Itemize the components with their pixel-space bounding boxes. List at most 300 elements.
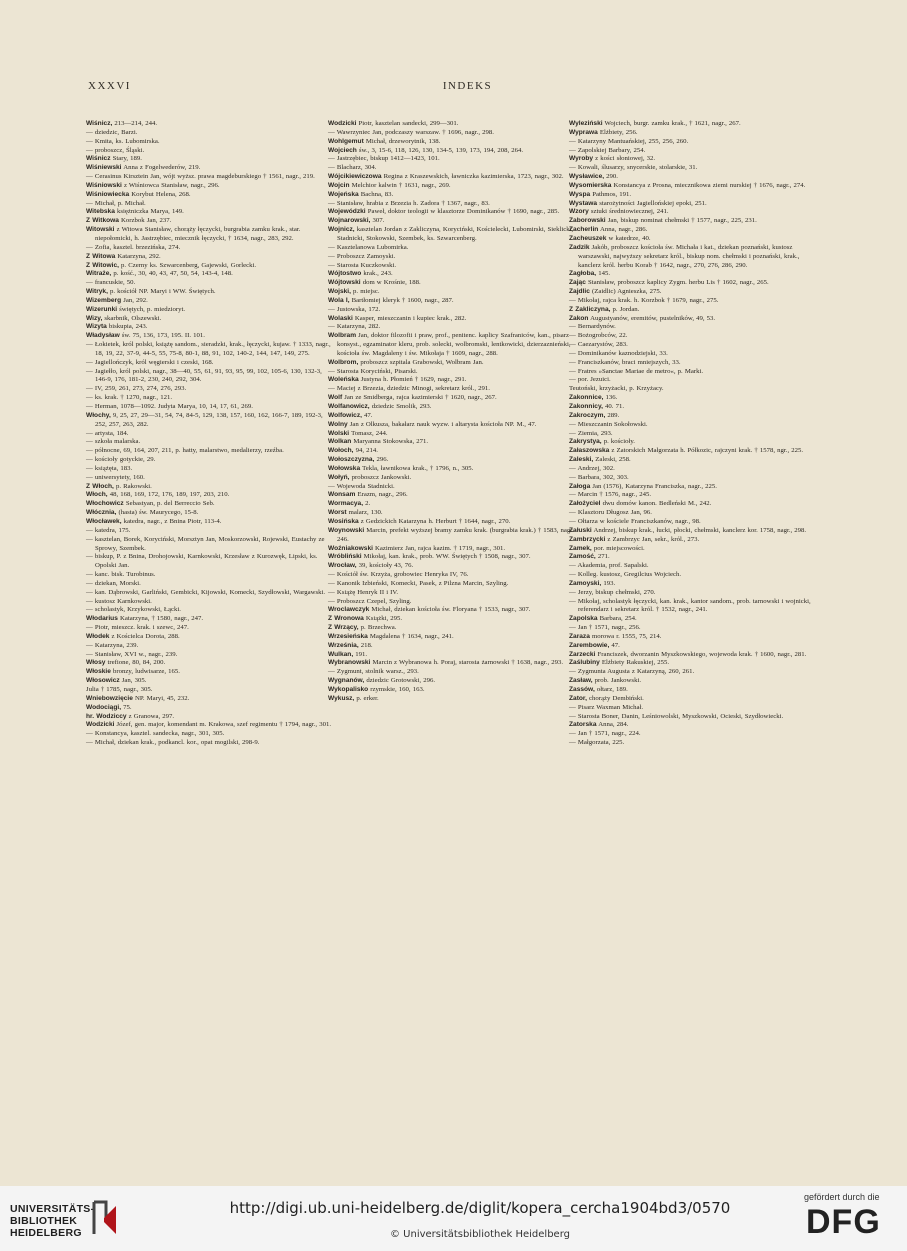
entry-text: — Zygmunt, stolnik warsz., 293. — [328, 668, 419, 676]
entry-headword: Wojski, — [328, 288, 351, 296]
index-entry — [328, 677, 578, 686]
entry-text: Franciszek, dworzanin Myszkowskiego, wojewoda krak. † 1600, nagr., 281. — [595, 650, 807, 658]
entry-text: — dziedzic, Barzi. — [86, 128, 138, 136]
entry-headword: Wojnarowski, — [328, 217, 371, 225]
entry-text: Jan, 305. — [119, 677, 147, 685]
index-entry — [328, 598, 578, 607]
entry-text: Sebastyan, p. del Berreccio Seb. — [123, 500, 215, 508]
entry-headword: Zapolska — [569, 615, 598, 623]
index-entry — [86, 244, 336, 253]
entry-text: 218. — [358, 641, 373, 649]
index-entry — [86, 208, 336, 217]
index-entry — [86, 226, 336, 244]
entry-text: 271. — [595, 553, 610, 561]
entry-text: katedra, nagr., z Bnina Piotr, 113-4. — [121, 517, 222, 525]
page-number: XXXVI — [88, 80, 131, 92]
entry-text: Konstancya z Prosna, miecznikowa ziemi nurskiej † 1676, nagr., 274. — [611, 181, 806, 189]
entry-text: Marcin z Wybranowa h. Poraj, starosta żarnowski † 1638, nagr., 293. — [370, 659, 564, 667]
entry-text: 47. — [609, 641, 620, 649]
index-entry — [86, 615, 336, 624]
index-entry — [328, 447, 578, 456]
entry-text: — ks. krak. † 1270, nagr., 121. — [86, 394, 173, 402]
entry-text: 9, 25, 27, 29—31, 54, 74, 84-5, 129, 138, 157, 160, 162, 166-7, 189, 192-3, 252, 257, 263, 282. — [95, 411, 323, 428]
entry-headword: Wolaski — [328, 314, 353, 322]
entry-headword: Włochy, — [86, 411, 111, 419]
index-entry — [86, 624, 336, 633]
entry-text: p. kościół NP. Maryi i WW. Świętych. — [107, 288, 216, 296]
entry-text: — Franciszkanów, braci mniejszych, 33. — [569, 358, 681, 366]
entry-text: p. Czerny ks. Szwarcenberg, Gajewski, Gorlecki. — [118, 261, 257, 269]
index-entry — [328, 412, 578, 421]
entry-headword: Wiśnicz, — [86, 120, 113, 127]
entry-text: z Zatorskich Małgorzata h. Półkozic, rajczyni krak. † 1578, ngr., 225. — [609, 447, 804, 455]
index-entry — [86, 288, 336, 297]
index-entry — [328, 385, 578, 394]
entry-headword: Zaraza — [569, 632, 590, 640]
index-entry — [569, 323, 819, 332]
entry-headword: Wójtostwo — [328, 270, 362, 278]
index-entry — [569, 730, 819, 739]
entry-text: — Starosta Koryciński, Pisarski. — [328, 367, 418, 375]
entry-text: — Dominikanów kaznodziejski, 33. — [569, 349, 668, 357]
entry-headword: Zakroczym, — [569, 411, 606, 419]
index-entry — [328, 606, 578, 615]
entry-headword: Wyspa — [569, 190, 591, 198]
entry-headword: Wiśniewski — [86, 164, 122, 172]
entry-text: Anna, nagr., 286. — [598, 226, 648, 234]
entry-text: 94, 214. — [353, 447, 378, 455]
entry-text: z Granowa, 297. — [126, 712, 175, 720]
index-entry — [569, 191, 819, 200]
university-library-logo-icon — [90, 1198, 120, 1238]
entry-text: Stary, 189. — [110, 155, 142, 163]
entry-text: — uniwersytety, 160. — [86, 473, 145, 481]
entry-headword: Zamoyski, — [569, 579, 602, 587]
entry-headword: Wizy, — [86, 314, 103, 322]
index-entry — [569, 279, 819, 288]
entry-headword: Z Witkowa — [86, 217, 119, 225]
index-entry — [328, 500, 578, 509]
index-entry — [86, 447, 336, 456]
entry-headword: Witowski — [86, 226, 115, 234]
entry-text: Jan, biskup nominat chełmski † 1577, nagr., 225, 231. — [605, 217, 757, 225]
entry-text: — kościoły gotyckie, 29. — [86, 456, 156, 464]
index-entry — [569, 129, 819, 138]
entry-text: — Bernardynów. — [569, 323, 616, 331]
index-entry — [86, 456, 336, 465]
index-entry — [328, 509, 578, 518]
index-entry — [569, 421, 819, 430]
index-entry — [569, 553, 819, 562]
entry-text: 39, kościoły 43, 76. — [356, 562, 414, 570]
entry-text: Michał, dziekan kościoła św. Floryana † 1533, nagr., 307. — [369, 606, 531, 614]
entry-text: Korzbok Jan, 237. — [118, 217, 172, 225]
entry-text: trefione, 80, 84, 200. — [105, 659, 166, 667]
entry-text: 296. — [374, 456, 389, 464]
index-entry — [569, 509, 819, 518]
index-entry — [328, 368, 578, 377]
entry-text: 307. — [370, 217, 385, 225]
index-entry — [86, 138, 336, 147]
index-entry — [569, 500, 819, 509]
index-entry — [569, 686, 819, 695]
entry-headword: Wołyń, — [328, 473, 350, 481]
entry-text: — Caezarystów, 283. — [569, 341, 628, 349]
entry-text: — Kościół św. Krzyża, grobowiec Henryka IV, 76. — [328, 571, 469, 579]
entry-headword: Wołowska — [328, 464, 361, 472]
library-name[interactable]: UNIVERSITÄTS- BIBLIOTHEK HEIDELBERG — [10, 1203, 95, 1239]
entry-text: — kan. Dąbrowski, Garliński, Gembicki, Kijowski, Komecki, Szydłowski, Wargawski. — [86, 588, 326, 596]
entry-text: — północne, 69, 164, 207, 211, p. hatty, malarstwo, medalierzy, rzeźba. — [86, 447, 284, 455]
index-entry — [328, 668, 578, 677]
index-entry — [328, 456, 578, 465]
index-entry — [86, 580, 336, 589]
index-entry — [86, 730, 336, 739]
entry-text: — kustosz Karnkowski. — [86, 597, 152, 605]
index-entry — [328, 164, 578, 173]
entry-headword: Z Wrzący, — [328, 624, 359, 632]
entry-text: — Konstancya, kasztel. sandecka, nagr., 301, 305. — [86, 730, 225, 738]
entry-text: 40. 71. — [602, 403, 625, 410]
entry-text: Paweł, doktor teologii w klasztorze Dominikanów † 1690, nagr., 285. — [365, 208, 560, 216]
entry-headword: Włochowicz — [86, 500, 124, 508]
entry-headword: Zacheuszek — [569, 234, 607, 242]
index-entry — [86, 164, 336, 173]
index-entry — [86, 633, 336, 642]
entry-text: — Łokietek, król polski, książę sandom., sieradzki, krak., łęczycki, kujaw. † 1333, nagr., 18, 19, 22, 37-9, 44-5, 55, 75-8, 80-1, 88, 91, 102, 140-2, 144, 147, 149, 275. — [86, 341, 331, 357]
entry-text: — Książę Henryk II i IV. — [328, 588, 399, 596]
entry-headword: Zatorska — [569, 721, 597, 729]
entry-headword: Włócznia, — [86, 509, 117, 517]
index-entry — [328, 651, 578, 660]
entry-text: por. miejscowości. — [591, 544, 645, 552]
entry-headword: Wodzicki — [328, 120, 357, 127]
entry-text: Jan, doktor filozofii i praw, prof., penitenc. kaplicy Szafraniców, kan., pisarz konsyst., egzaminator kleru, prob. solecki, wolbromski, lentkowicki, dzierzaznieński, kościoła św. Magdaleny i św. Mikołaja † 1609, nagr., 288. — [337, 332, 571, 357]
index-entry — [328, 182, 578, 191]
entry-headword: Zamość, — [569, 553, 596, 561]
index-entry — [86, 403, 336, 412]
entry-text: — Starosta Boner, Danin, Leśniowolski, Myszkowski, Ocieski, Szydłowiecki. — [569, 712, 784, 720]
entry-text: p. Rakowski. — [113, 482, 152, 490]
entry-text: — kanc. bisk. Turobinus. — [86, 571, 156, 579]
entry-text: — Piotr, mieszcz. krak. i szewc, 247. — [86, 624, 189, 632]
index-entry — [328, 323, 578, 332]
entry-text: — Wojewoda Stadnicki. — [328, 482, 395, 490]
entry-text: 136. — [603, 394, 618, 402]
entry-text: 193. — [601, 579, 616, 587]
entry-headword: Wysławice, — [569, 173, 605, 181]
entry-headword: Wolfanowicz, — [328, 403, 370, 410]
index-entry — [569, 270, 819, 279]
entry-headword: Zassów, — [569, 686, 595, 693]
entry-headword: Witebska — [86, 208, 115, 216]
entry-text: — Proboszcz Czepel, Szyling. — [328, 597, 412, 605]
entry-text: św., 3, 15-6, 118, 126, 130, 134-5, 139, 173, 194, 208, 264. — [356, 146, 524, 154]
entry-text: p. kościoły. — [601, 438, 635, 446]
index-entry — [86, 385, 336, 394]
index-entry — [569, 315, 819, 324]
entry-text: Katarzyna, † 1580, nagr., 247. — [117, 615, 204, 623]
entry-headword: Zakonnicy, — [569, 403, 603, 410]
index-entry — [86, 598, 336, 607]
funding-label: gefördert durch die — [804, 1192, 880, 1202]
entry-headword: Woynowski — [328, 526, 365, 534]
entry-text: — szkoła malarska. — [86, 438, 141, 446]
entry-text: Magdalena † 1634, nagr., 241. — [367, 632, 454, 640]
index-entry — [86, 191, 336, 200]
entry-headword: Wygnanów, — [328, 677, 365, 685]
entry-headword: Z Witowic, — [86, 261, 119, 269]
entry-headword: Zator, — [569, 694, 587, 702]
index-entry — [86, 200, 336, 209]
entry-text: w katedrze, 40. — [606, 234, 651, 242]
entry-text: — Kowali, ślusarzy, snycerskie, stolarskie, 31. — [569, 164, 698, 172]
index-entry — [86, 491, 336, 500]
entry-text: — francuskie, 50. — [86, 279, 136, 287]
entry-text: p. erker. — [354, 694, 379, 702]
entry-text: Mikołaj, kan. krak., prob. WW. Świętych † 1508, nagr., 307. — [361, 553, 531, 561]
entry-text: — proboszcz, Śląski. — [86, 146, 145, 154]
entry-text: z Witowa Stanisław, chorąży łęczycki, burgrabia zamku krak., star. niepołomicki, h. Jastrzębiec, miecznik łęczycki, † 1634, nagr., 283, 292. — [95, 226, 301, 242]
entry-text: — Maciej z Brzezia, dziedzic Minogi, sekretarz król., 291. — [328, 385, 490, 393]
index-entry — [328, 217, 578, 226]
entry-headword: Zaborowski — [569, 217, 606, 225]
entry-text: — Pisarz Waxman Michał. — [569, 703, 644, 711]
entry-headword: Zaślubiny — [569, 659, 600, 667]
index-entry — [569, 376, 819, 385]
index-entry — [569, 474, 819, 483]
entry-text: — Mieszczanin Sokołowski. — [569, 420, 648, 428]
index-entry — [569, 580, 819, 589]
entry-text: Anna z Fogelwederów, 219. — [121, 164, 201, 172]
index-entry — [328, 129, 578, 138]
index-entry — [86, 677, 336, 686]
entry-headword: Wojeńska — [328, 190, 359, 198]
index-entry — [328, 633, 578, 642]
index-entry — [569, 527, 819, 536]
entry-text: — Akademia, prof. Sapalski. — [569, 562, 649, 570]
index-entry — [86, 332, 336, 341]
entry-headword: Wniebowzięcie — [86, 694, 133, 702]
index-entry — [86, 438, 336, 447]
index-entry — [569, 182, 819, 191]
entry-text: Elżbiety, 256. — [597, 128, 638, 136]
entry-text: — Herman, 1078—1092. Judyta Marya, 10, 14, 17, 61, 269. — [86, 403, 253, 410]
entry-text: — Jagiellończyk, król węgierski i czeski, 168. — [86, 358, 214, 366]
entry-headword: Zając — [569, 279, 586, 287]
entry-text: Michał, drzeworytnik, 138. — [363, 137, 441, 145]
entry-headword: Zakrystya, — [569, 438, 602, 446]
entry-text: Tomasz, 244. — [349, 429, 388, 437]
index-entry — [86, 474, 336, 483]
entry-headword: Wizemberg — [86, 296, 122, 304]
entry-text: — Jastrzębiec, biskup 1412—1423, 101. — [328, 155, 440, 163]
dfg-logo[interactable]: DFG — [806, 1203, 881, 1241]
entry-headword: Zakonnice, — [569, 394, 604, 402]
entry-text: — Ziemia, 293. — [569, 429, 613, 437]
page-header — [88, 80, 847, 96]
entry-text: — biskup, P. z Bnina, Drohojowski, Karnkowski, Krzesław z Kurozwęk, Lipski, ks. Opolski Jan. — [86, 553, 318, 570]
entry-headword: Wystawa — [569, 199, 598, 207]
entry-text: p. miejsc. — [350, 288, 380, 296]
entry-text: — Bożogrobców, 22. — [569, 332, 628, 340]
entry-headword: Wroclawczyk — [328, 606, 370, 614]
index-entry — [328, 244, 578, 253]
entry-headword: Wolfowicz, — [328, 411, 362, 419]
entry-text: z Kościelca Dorota, 288. — [109, 632, 180, 640]
index-entry — [569, 297, 819, 306]
index-entry — [328, 421, 578, 430]
entry-headword: Wójcikiewiczowa — [328, 173, 382, 181]
entry-headword: Wojciech — [328, 146, 357, 154]
index-entry — [328, 155, 578, 164]
index-entry — [328, 270, 578, 279]
entry-headword: Zacherlin — [569, 226, 599, 234]
index-entry — [86, 668, 336, 677]
index-entry — [569, 545, 819, 554]
entry-text: — Małgorzata, 225. — [569, 739, 625, 747]
index-entry — [328, 571, 578, 580]
entry-headword: Zakon — [569, 314, 589, 322]
index-entry — [328, 659, 578, 668]
entry-headword: Wrzesieńska — [328, 632, 368, 640]
entry-headword: Zambrzycki — [569, 535, 606, 543]
entry-text: — Jan † 1571, nagr., 224. — [569, 730, 641, 738]
entry-text: — por. Jezuici. — [569, 376, 611, 384]
entry-text: — Jagiełło, król polski, nagr., 38—40, 55, 61, 91, 93, 95, 99, 102, 105-6, 130, 132-3, 146-9, 176, 181-2, 230, 240, 292, 304. — [86, 367, 322, 384]
index-entry — [328, 120, 578, 129]
entry-text: 290. — [604, 173, 618, 181]
entry-text: kasztelan Jordan z Zakliczyna, Koryciński, Kościelecki, Lubomirski, Sieklicki, Stadnicki, Stokowski, Szembek, ks. Szwarcenberg. — [337, 226, 574, 242]
entry-text: — Kolleg. kustosz, Gregilcius Wojciech. — [569, 571, 682, 579]
index-entry — [86, 500, 336, 509]
entry-text: proboszcz szpitala Grabowski, Wolbram Jan. — [358, 358, 484, 366]
entry-text: Elżbiety Rakuskiej, 255. — [599, 659, 670, 667]
entry-headword: Z Wronowa — [328, 615, 364, 623]
index-entry — [328, 394, 578, 403]
entry-text: — artysta, 184. — [86, 429, 129, 437]
entry-text: Jan (1576), Katarzyna Franciszka, nagr., 225. — [590, 482, 717, 490]
index-entry — [328, 465, 578, 474]
entry-headword: Wójtowski — [328, 279, 361, 287]
entry-headword: Wormacya, — [328, 500, 364, 508]
entry-headword: Woźniakowski — [328, 544, 373, 552]
entry-text: — Klasztoru Długosz Jan, 96. — [569, 509, 652, 517]
entry-text: — Katarzyna, 282. — [328, 323, 381, 331]
index-entry — [569, 713, 819, 722]
entry-text: — Kmita, ks. Lubomirska. — [86, 137, 160, 145]
index-entry — [569, 359, 819, 368]
index-entry — [86, 341, 336, 359]
entry-text: z Wiśniowca Stanisław, nagr., 296. — [121, 181, 220, 189]
index-entry — [86, 589, 336, 598]
index-entry — [86, 182, 336, 191]
entry-headword: Wulkan, — [328, 650, 354, 658]
entry-headword: Z Witowa — [86, 252, 116, 260]
document-url-link[interactable]: http://digi.ub.uni-heidelberg.de/diglit/kopera_cercha1904bd3/0570 — [229, 1199, 731, 1217]
entry-headword: Wolf — [328, 394, 343, 402]
entry-text: bronzy, ludwisarze, 165. — [110, 668, 180, 676]
index-entry — [86, 412, 336, 430]
index-entry — [86, 262, 336, 271]
index-entry — [86, 483, 336, 492]
index-entry — [328, 527, 578, 545]
entry-headword: Wosińska — [328, 517, 359, 525]
entry-headword: Wizyta — [86, 323, 107, 331]
index-entry — [569, 394, 819, 403]
page-title: INDEKS — [442, 80, 493, 92]
entry-text: — Stanisław, XVI w., nagr., 239. — [86, 650, 178, 658]
index-entry — [86, 553, 336, 571]
entry-text: skarbnik, Olszewski. — [102, 314, 162, 322]
index-entry — [569, 739, 819, 748]
entry-text: Julia † 1785, nagr., 305. — [86, 686, 153, 693]
entry-text: Marcin, prefekt wyższej bramy zamku krak. (burgrabia krak.) † 1583, nagr. 246. — [337, 526, 574, 543]
index-entry — [328, 686, 578, 695]
entry-headword: Zamek, — [569, 544, 592, 552]
entry-headword: Wodzicki — [86, 721, 115, 729]
index-entry — [569, 155, 819, 164]
index-entry — [86, 686, 336, 695]
entry-text: 2. — [363, 500, 371, 508]
entry-headword: Zarembowie, — [569, 641, 610, 649]
entry-text: — Katarzyny Mantuańskiej, 255, 256, 260. — [569, 137, 689, 145]
entry-headword: Wodociągi, — [86, 703, 122, 711]
entry-headword: Wykopalisko — [328, 686, 369, 693]
index-entry — [569, 562, 819, 571]
entry-text: Melchior kalwin † 1631, nagr., 269. — [349, 181, 451, 189]
entry-headword: Wojnicz, — [328, 226, 355, 234]
index-entry — [328, 438, 578, 447]
entry-headword: Zarzecki — [569, 650, 596, 658]
index-entry — [86, 323, 336, 332]
index-entry — [86, 518, 336, 527]
entry-headword: Włosy — [86, 659, 106, 667]
index-entry — [328, 138, 578, 147]
entry-headword: Wonsam — [328, 491, 356, 499]
entry-text: dziedzic Grotowski, 296. — [364, 677, 436, 685]
index-entry — [569, 589, 819, 598]
entry-text: 75. — [121, 703, 132, 711]
entry-headword: Wróbliński — [328, 553, 362, 561]
entry-headword: Wiśniowiecka — [86, 190, 130, 198]
entry-text: p. kość., 30, 40, 43, 47, 50, 54, 143-4, 148. — [111, 270, 233, 278]
index-entry — [86, 465, 336, 474]
entry-text: — Andrzej, 302. — [569, 464, 615, 472]
index-entry — [86, 173, 336, 182]
entry-text: — katedra, 175. — [86, 526, 131, 534]
index-entry — [569, 244, 819, 271]
entry-text: 191. — [353, 650, 368, 658]
entry-headword: Zadzik — [569, 243, 590, 251]
index-entry — [328, 376, 578, 385]
entry-text: Augustyanów, eremitów, pustelników, 49, 53. — [588, 314, 716, 322]
index-entry — [569, 350, 819, 359]
entry-text: p. Brzechwa. — [358, 624, 397, 632]
entry-text: rzymskie, 160, 163. — [368, 686, 425, 693]
index-entry — [328, 624, 578, 633]
entry-text: Maryanna Stokowska, 271. — [351, 438, 429, 446]
index-entry — [86, 315, 336, 324]
entry-text: 213—214, 244. — [112, 120, 158, 127]
index-entry — [328, 642, 578, 651]
entry-text: Kazimierz Jan, rajca kazim. † 1719, nagr., 301. — [372, 544, 506, 552]
index-column-3 — [569, 120, 819, 748]
index-entry — [86, 306, 336, 315]
entry-text: — Mikołaj, scholastyk łęczycki, kan. krak., kantor sandom., prob. tarnowski i wojnicki, referendarz i sekretarz król. † 1532, nagr., 241. — [569, 597, 811, 614]
index-entry — [569, 306, 819, 315]
entry-text: sztuki średniowiecznej, 241. — [588, 208, 669, 216]
